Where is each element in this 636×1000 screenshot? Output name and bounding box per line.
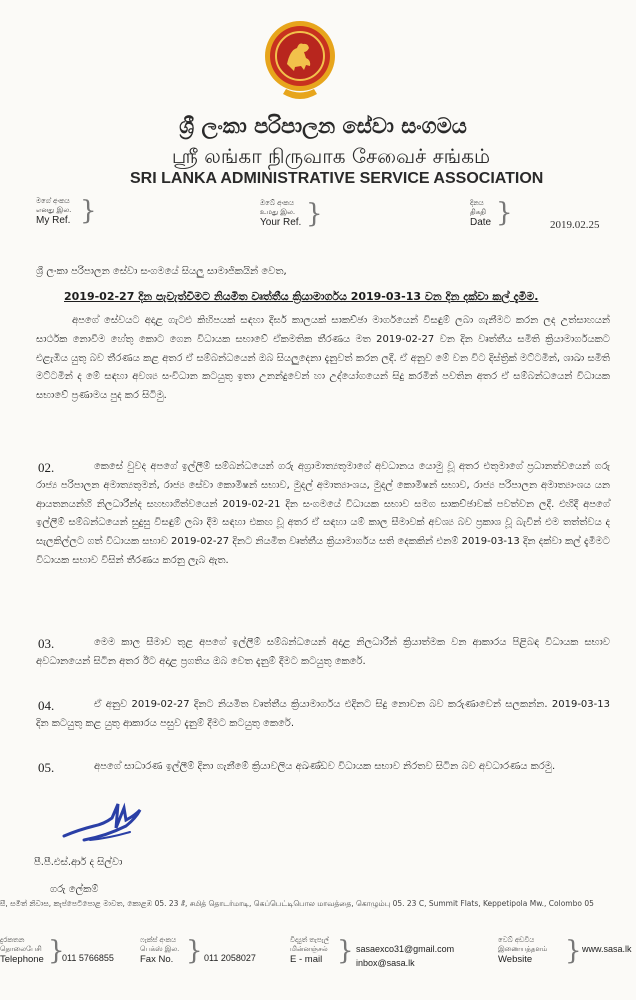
my-ref-sinhala: මගේ අංකය [36, 197, 70, 205]
letter-subject: 2019-02-27 දින පැවැත්වීමට නියමිත වෘත්තීය ක්‍රියාමාර්ගය 2019-03-13 වන දින දක්වා කල් දැමීම. [64, 290, 539, 303]
paragraph-2-number: 02. [38, 460, 55, 475]
association-emblem [263, 14, 337, 110]
your-ref-english: Your Ref. [260, 217, 302, 228]
footer-fax-labels [140, 936, 179, 965]
brace-divider: } [496, 198, 513, 228]
fax-label-sinhala: ෆැක්ස් අංකය [140, 937, 177, 944]
your-ref-tamil: உமது இல. [260, 208, 296, 216]
my-ref-tamil: எனது இல. [36, 206, 72, 214]
paragraph-4: ඒ අනුව 2019-02-27 දිනට නියමිත වෘත්තීය ක්‍රියාමාර්ගය එදිනට සිදු නොවන බව කරුණාවෙන් සලකන්න. 2019-03-13 දින කටයුතු කළ යුතු ආකාරය පසුව දැනුම් දීමට කටයුතු කෙරේ. [36, 699, 610, 729]
your-ref-block [260, 199, 301, 228]
footer-email-labels [290, 936, 329, 965]
date-sinhala: දිනය [470, 199, 484, 207]
footer-address: සී, සමිත් නිවාස, කැප්පෙටිපොළ මාවත, කොළඹ 05. 23 சீ, சமித் தொடர்மாடி, கெப்பெட்டிபொல மாவத்தை, கொழும்பு 05. 23 C, Summit Flats, Keppetipola Mw., Colombo 05 [0, 899, 594, 908]
footer-phone-labels [0, 936, 44, 965]
phone-label-english: Telephone [0, 954, 44, 965]
website-url[interactable]: www.sasa.lk [582, 944, 632, 954]
website-label-english: Website [498, 954, 533, 965]
signatory-name: පී.පී.එස්.ආර් ද සිල්වා [34, 857, 123, 868]
footer-website-labels [498, 936, 547, 965]
paragraph-2: කෙසේ වුවද අපගේ ඉල්ලීම් සම්බන්ධයෙන් ගරු අග්‍රාමාත්‍යතුමාගේ අවධානය යොමු වූ අතර එතුමාගේ ප්‍රධානත්වයෙන් ගරු රාජ්‍ය පරිපාලන අමාත්‍යතුමන්, රාජ්‍ය සේවා කොමිෂන් සභාව, මුදල් අමාත්‍යාංශය, මුදල් කොමිෂන් සභාව, රාජ්‍ය පරිපාලන අමාත්‍යාංශය යන ආයතනයන්හි නිලධාරීන්ද සහභාගීත්වයෙන් 2019-02-21 දින සංගමයේ විධායක සභාව සමග සාකච්ඡාවක් පවත්වන ලදී. එහිදී අපගේ ඉල්ලීම් සම්බන්ධයෙන් සුදුසු විසඳුම් ලබා දීම සඳහා එකඟ වූ අතර ඒ සඳහා යම් කාල සීමාවක් අවශ්‍ය බව ප්‍රකාශ වූ බැවින් එම තත්ත්වය ද සැලකිල්ලට ගත් විධායක සභාව 2019-02-27 දිනට නියමිත වෘත්තීය ක්‍රියාමාර්ගය සති දෙකකින් එනම් 2019-03-13 දින දක්වා කල් දැමීමට විධායක සභාව විසින් තීරණය කරනු ලැබ ඇත. [36, 461, 610, 566]
paragraph-4-number: 04. [38, 698, 55, 713]
letter-date: 2019.02.25 [550, 219, 600, 231]
association-name-sinhala: ශ්‍රී ලංකා පරිපාලන සේවා සංගමය [179, 114, 467, 138]
brace-divider: } [186, 936, 203, 966]
handwritten-signature [60, 800, 160, 846]
paragraph-5: අපගේ සාධාරණ ඉල්ලීම් දිනා ගැනීමේ ක්‍රියාවලිය අඛණ්ඩව විධායක සභාව නිරතව සිටින බව අවධාරණය කරමු. [94, 761, 556, 772]
date-english: Date [470, 217, 492, 228]
date-tamil: திகதி [470, 208, 486, 216]
phone-number: 011 5766855 [62, 953, 114, 963]
email-address-2[interactable]: inbox@sasa.lk [356, 958, 415, 968]
brace-divider: } [48, 936, 65, 966]
fax-label-english: Fax No. [140, 954, 174, 965]
brace-divider: } [80, 196, 97, 226]
brace-divider: } [565, 936, 582, 966]
email-label-sinhala: විද්‍යුත් තැපැල් [290, 937, 329, 944]
paragraph-5-number: 05. [38, 760, 55, 775]
date-block [470, 199, 491, 228]
website-label-sinhala: වෙබ් අඩවිය [498, 937, 535, 944]
fax-label-tamil: பெக்ஸ் இல. [140, 946, 180, 953]
association-name-english: SRI LANKA ADMINISTRATIVE SERVICE ASSOCIATION [130, 170, 544, 187]
your-ref-sinhala: ඔබේ අංකය [260, 199, 294, 207]
association-name-tamil: ஸ்ரீ லங்கா நிருவாக சேவைச் சங்கம் [171, 144, 491, 168]
fax-number: 011 2058027 [204, 953, 256, 963]
email-label-tamil: மின்னஞ்சல் [290, 946, 328, 953]
email-address-1[interactable]: sasaexco31@gmail.com [356, 944, 455, 954]
email-label-english: E - mail [290, 954, 323, 965]
my-ref-english: My Ref. [36, 215, 71, 226]
signatory-title: ගරු ලේකම් [50, 884, 99, 895]
my-ref-block [36, 197, 71, 226]
brace-divider: } [337, 936, 354, 966]
addressee: ශ්‍රී ලංකා පරිපාලන සේවා සංගමයේ සියලු සාමාජිකයින් වෙත, [36, 266, 287, 277]
phone-label-sinhala: දුරකතන [0, 937, 25, 944]
website-label-tamil: இணையத்தளம் [498, 946, 548, 953]
brace-divider: } [306, 199, 323, 229]
paragraph-1: අපගේ සේවයට අදාළ ගැටළු කිහිපයක් සඳහා දීර්ඝ කාලයක් සාකච්ඡා මාර්ගයෙන් විසඳුම් ලබා ගැනීමට කරන ලද උත්සාහයන් සාර්ථක නොවීම හේතු කොට ගෙන විධායක සභාවේ ඒකමතික තීරණය මත 2019-02-27 වන දින වෘත්තීය සමිති ක්‍රියාමාර්ගයකට එළැඹිය යුතු බව තීරණය කළ අතර ඒ සම්බන්ධයෙන් ඔබ සියලුදෙනා දැනුවත් කරන ලදී. ඒ අනුව මේ වන විට දිස්ත්‍රික් මට්ටමින්, ශාඛා සමිති මට්ටමින් ද මේ සඳහා අවශ්‍ය සංවිධාන කටයුතු ඉතා උනන්දුවෙන් හා උද්යෝගයෙන් සිදු කරමින් පවතින අතර ඒ සම්බන්ධයෙන් විධායක සභාවේ ප්‍රණාමය පුද කර සිටිමු. [36, 315, 610, 402]
phone-label-tamil: தொலைபேசி [0, 946, 42, 953]
paragraph-3: මෙම කාල සීමාව තුළ අපගේ ඉල්ලීම් සම්බන්ධයෙන් අදාළ නිලධාරීන් ක්‍රියාත්මක වන ආකාරය පිළිබඳ විධායක සභාව අවධානයෙන් සිටින අතර ඊට අදාළ ප්‍රගතිය ඔබ වෙත දැනුම් දීමට කටයුතු කෙරේ. [36, 637, 610, 667]
paragraph-3-number: 03. [38, 636, 55, 651]
